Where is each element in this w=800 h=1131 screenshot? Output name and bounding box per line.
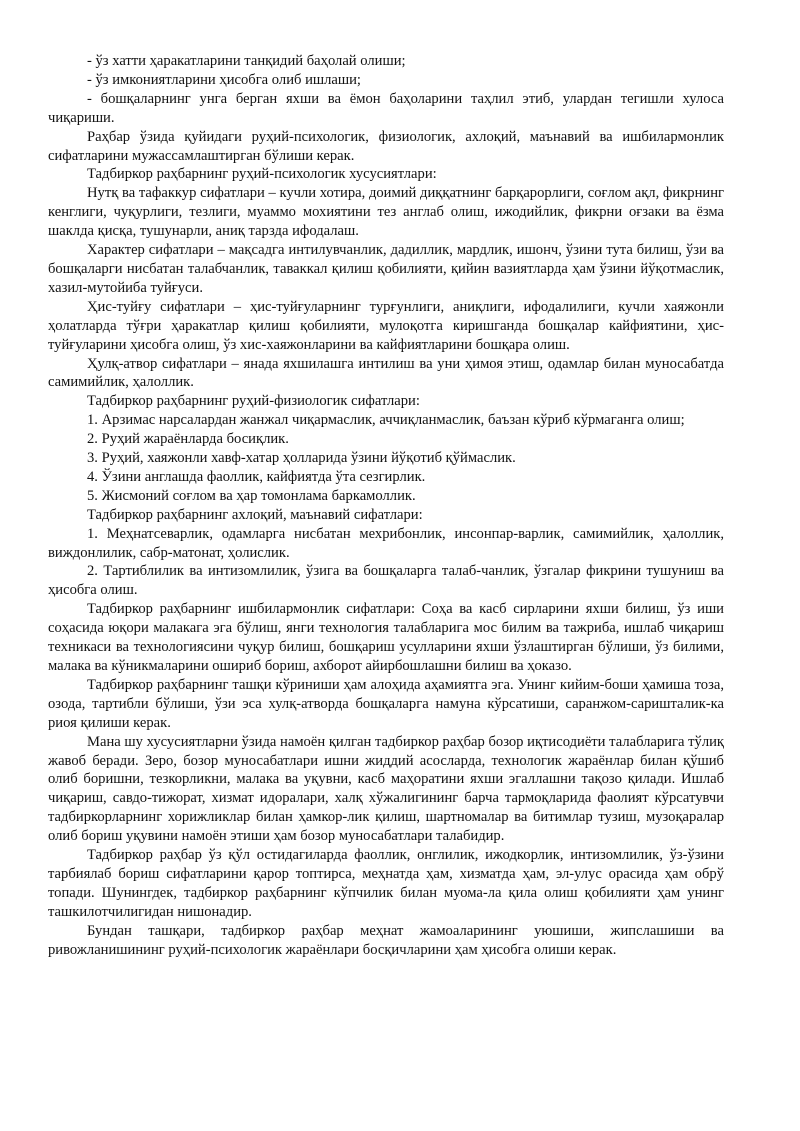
document-page xyxy=(48,52,724,960)
list-item: 1. Арзимас нарсалардан жанжал чиқармаслик, аччиқланмаслик, баъзан кўриб кўрмаганга олиш; xyxy=(87,412,685,429)
list-item: 5. Жисмоний соғлом ва ҳар томонлама баркамоллик. xyxy=(87,487,416,504)
section-heading: Тадбиркор раҳбарнинг руҳий-психологик хусусиятлари: xyxy=(87,166,437,183)
list-item: 2. Руҳий жараёнларда босиқлик. xyxy=(87,431,289,448)
section-heading: Тадбиркор раҳбарнинг руҳий-физиологик сифатлари: xyxy=(87,393,420,410)
paragraph: Нутқ ва тафаккур сифатлари – кучли хотира, доимий диққатнинг барқарорлиги, соғлом ақл, фикрнинг кенглиги, чуқурлиги, тезлиги, муаммо мохиятини тез англаб олиш, ижодийлик, фикрни оғзаки ва ёзма шаклда қисқа, тушунарли, аниқ тарзда ифодалаш. xyxy=(48,185,724,240)
list-item: 3. Руҳий, хаяжонли хавф-хатар ҳолларида ўзини йўқотиб қўймаслик. xyxy=(87,450,516,467)
paragraph: Бундан ташқари, тадбиркор раҳбар меҳнат жамоаларининг уюшиши, жипслашиши ва ривожланишининг руҳий-психологик жараёнлари босқичларини ҳам ҳисобга олиши керак. xyxy=(48,922,724,958)
list-item: 4. Ўзини англашда фаоллик, кайфиятда ўта сезгирлик. xyxy=(87,468,426,485)
paragraph: - бошқаларнинг унга берган яхши ва ёмон баҳоларини таҳлил этиб, улардан тегишли хулоса чиқариши. xyxy=(48,90,724,126)
list-item: 2. Тартиблилик ва интизомлилик, ўзига ва бошқаларга талаб-чанлик, ўзгалар фикрини тушуниш ва ҳисобга олиш. xyxy=(48,563,724,599)
paragraph: - ўз имкониятларини ҳисобга олиб ишлаши; xyxy=(87,71,361,88)
paragraph: Раҳбар ўзида қуйидаги руҳий-психологик, физиологик, ахлоқий, маънавий ва ишбилармонлик сифатларини мужассамлаштирган бўлиши керак. xyxy=(48,128,724,164)
paragraph: Мана шу хусусиятларни ўзида намоён қилган тадбиркор раҳбар бозор иқтисодиёти талабларига тўлиқ жавоб беради. Зеро, бозор муносабатлари ишни жиддий асосларда, технологик жараёнлар билан қўшиб олиб боришни, тезкорликни, малака ва уқувни, касб маҳоратини яхши эгаллашни тақозо қилади. Ишлаб чиқариш, савдо-тижорат, хизмат идоралари, халқ хўжалигининг барча тармоқларида фаолият кўрсатувчи тадбиркорларнинг хорижликлар билан ҳамкор-лик қилиш, шартномалар ва битимлар тузиш, музоқаралар олиб бориш уқувини намоён этиши ҳам бозор муносабатлари талабидир. xyxy=(48,733,724,845)
paragraph: Тадбиркор раҳбарнинг ишбилармонлик сифатлари: Соҳа ва касб сирларини яхши билиш, ўз иши соҳасида юқори малакага эга бўлиш, янги технология талабларига мос билим ва тажриба, ишлаб чиқариш техникаси ва технологиясини чуқур билиш, бошқариш усулларини яхши ўзлаштирган бўлиши, ўз билими, малака ва кўникмаларини ошириб бориш, ахборот айирбошлашни билиш ва ҳоказо. xyxy=(48,601,724,674)
paragraph: Ҳулқ-атвор сифатлари – янада яхшилашга интилиш ва уни ҳимоя этиш, одамлар билан муносабатда самимийлик, ҳалоллик. xyxy=(48,355,724,391)
list-item: 1. Меҳнатсеварлик, одамларга нисбатан мехрибонлик, инсонпар-варлик, самимийлик, ҳалоллик, виждонлилик, сабр-матонат, ҳолислик. xyxy=(48,525,724,561)
section-heading: Тадбиркор раҳбарнинг ахлоқий, маънавий сифатлари: xyxy=(87,506,423,523)
paragraph: - ўз хатти ҳаракатларини танқидий баҳолай олиши; xyxy=(87,53,406,69)
paragraph: Тадбиркор раҳбарнинг ташқи кўриниши ҳам алоҳида аҳамиятга эга. Унинг кийим-боши ҳамиша тоза, озода, тартибли бўлиши, ўзи эса хулқ-атворда бошқаларга намуна кўрсатиши, саранжом-саришталик-ка риоя қилиши керак. xyxy=(48,676,724,731)
paragraph: Ҳис-туйғу сифатлари – ҳис-туйғуларнинг турғунлиги, аниқлиги, ифодалилиги, кучли хаяжонли ҳолатларда тўғри ҳаракатлар қилиш қобилияти, мулоқотга киришганда бошқалар кайфиятини, ҳис-туйғуларини ҳисобга олиш, ўз хис-хаяжонларини ва кайфиятларини бошқара олиш. xyxy=(48,298,724,353)
paragraph: Тадбиркор раҳбар ўз қўл остидагиларда фаоллик, онглилик, ижодкорлик, интизомлилик, ўз-ўзини тарбиялаб бориш сифатларини қарор топтирса, меҳнатда ҳам, хизматда ҳам, эл-улус орасида ҳам обрў топади. Шунингдек, тадбиркор раҳбарнинг кўпчилик билан муома-ла қила олиш қобилияти ҳам унинг ташкилотчилигидан нишонадир. xyxy=(48,847,724,920)
paragraph: Характер сифатлари – мақсадга интилувчанлик, дадиллик, мардлик, ишонч, ўзини тута билиш, ўзи ва бошқаларги нисбатан талабчанлик, таваккал қилиш қобилияти, қийин вазиятларда ҳам ўзини йўқотмаслик, хазил-мутойиба туйғуси. xyxy=(48,242,724,296)
